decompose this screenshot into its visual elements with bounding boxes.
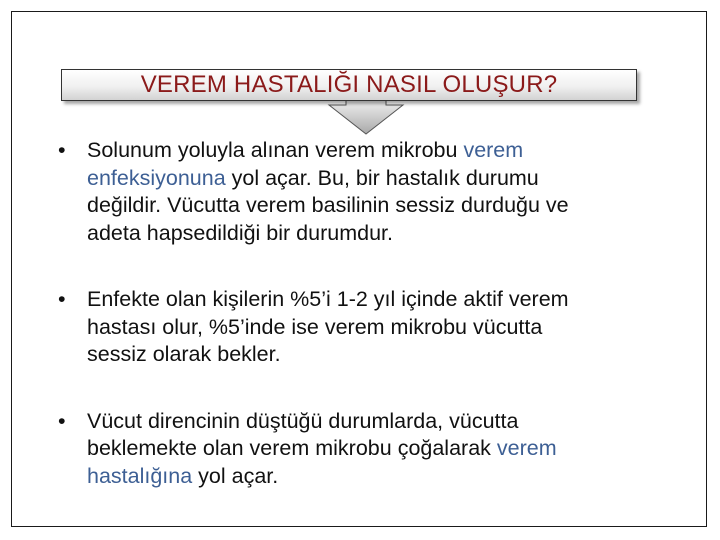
slide-title: VEREM HASTALIĞI NASIL OLUŞUR?	[140, 71, 558, 98]
bullet-text: beklemekte olan verem mikrobu çoğalarak	[87, 436, 497, 460]
highlight-term: verem	[463, 138, 524, 162]
bullet-item	[56, 408, 686, 491]
down-arrow-icon	[327, 99, 405, 135]
bullet-marker: •	[58, 408, 66, 433]
bullet-item	[56, 286, 686, 369]
bullet-list	[56, 137, 686, 490]
bullet-text: yol açar.	[192, 463, 279, 488]
bullet-marker: •	[58, 287, 66, 311]
bullet-text: Solunum yoluyla alınan verem mikrobu	[87, 138, 464, 162]
bullet-item	[56, 137, 686, 247]
bullet-text: adeta hapsedildiği bir durumdur.	[87, 220, 393, 245]
bullet-marker: •	[58, 138, 66, 162]
bullet-text: hastası olur, %5’inde ise verem mikrobu vücutta	[87, 314, 543, 339]
bullet-text: yol açar. Bu, bir hastalık durumu	[225, 165, 539, 190]
bullet-text: Enfekte olan kişilerin %5’i 1-2 yıl içinde aktif verem	[87, 287, 569, 311]
bullet-text: Vücut direncinin düştüğü durumlarda, vücutta	[87, 408, 519, 433]
highlight-term: hastalığına	[87, 463, 193, 488]
title-box	[61, 69, 637, 101]
highlight-term: enfeksiyonuna	[87, 165, 226, 190]
bullet-text: sessiz olarak bekler.	[87, 342, 281, 366]
highlight-term: verem	[496, 436, 557, 460]
bullet-text: değildir. Vücutta verem basilinin sessiz durduğu ve	[87, 193, 569, 217]
